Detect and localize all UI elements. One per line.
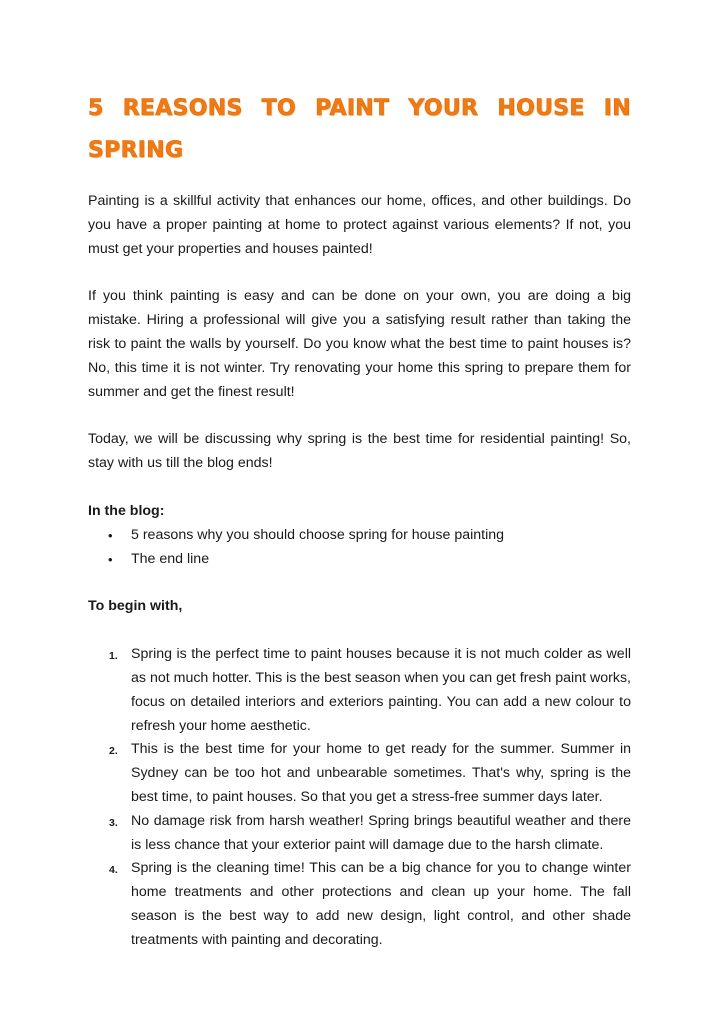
list-number: 2.: [109, 745, 118, 758]
list-number: 1.: [109, 650, 118, 663]
list-item-text: Spring is the cleaning time! This can be a big chance for you to change winter home treatments and other protections and clean up your home. The fall season is the best way to add new design, light control, and other shade treatments with painting and decorating.: [131, 860, 631, 948]
list-item: [109, 810, 631, 858]
list-item: [109, 857, 631, 952]
reasons-list: [88, 643, 631, 952]
begin-heading: To begin with,: [88, 598, 183, 615]
paragraph-diy-risk: If you think painting is easy and can be done on your own, you are doing a big mistake. Hiring a professional will give you a satisfying result rather than taking the risk to paint the walls by yourself. Do you know what the best time to paint houses is? No, this time it is not winter. Try renovating your home this spring to prepare them for summer and get the finest result!: [88, 288, 631, 400]
list-item: [109, 738, 631, 809]
list-item: • The end line: [131, 548, 631, 572]
paragraph-today: Today, we will be discussing why spring is the best time for residential painting! So, stay with us till the blog ends!: [88, 431, 631, 472]
list-item-text: Spring is the perfect time to paint houses because it is not much colder as well as not much hotter. This is the best season when you can get fresh paint works, focus on detailed interiors and exteriors painting. You can add a new colour to refresh your home aesthetic.: [131, 646, 631, 734]
intro-paragraph: Painting is a skillful activity that enhances our home, offices, and other buildings. Do you have a proper painting at home to protect against various elements? If not, you must get your properties and houses painted!: [88, 193, 631, 257]
list-item-text: No damage risk from harsh weather! Spring brings beautiful weather and there is less chance that your exterior paint will damage due to the harsh climate.: [131, 812, 631, 853]
blog-contents-list: [88, 524, 631, 572]
list-item: • 5 reasons why you should choose spring for house painting: [131, 524, 631, 548]
list-number: 3.: [109, 816, 118, 829]
list-number: 4.: [109, 864, 118, 877]
document-title: 5 REASONS TO PAINT YOUR HOUSE IN SPRING: [88, 96, 631, 163]
list-item-text: This is the best time for your home to get ready for the summer. Summer in Sydney can be too hot and unbearable sometimes. That's why, spring is the best time, to paint houses. So that you get a stress-free summer days later.: [131, 741, 631, 805]
list-item: [109, 643, 631, 738]
in-the-blog-heading: In the blog:: [88, 502, 165, 519]
